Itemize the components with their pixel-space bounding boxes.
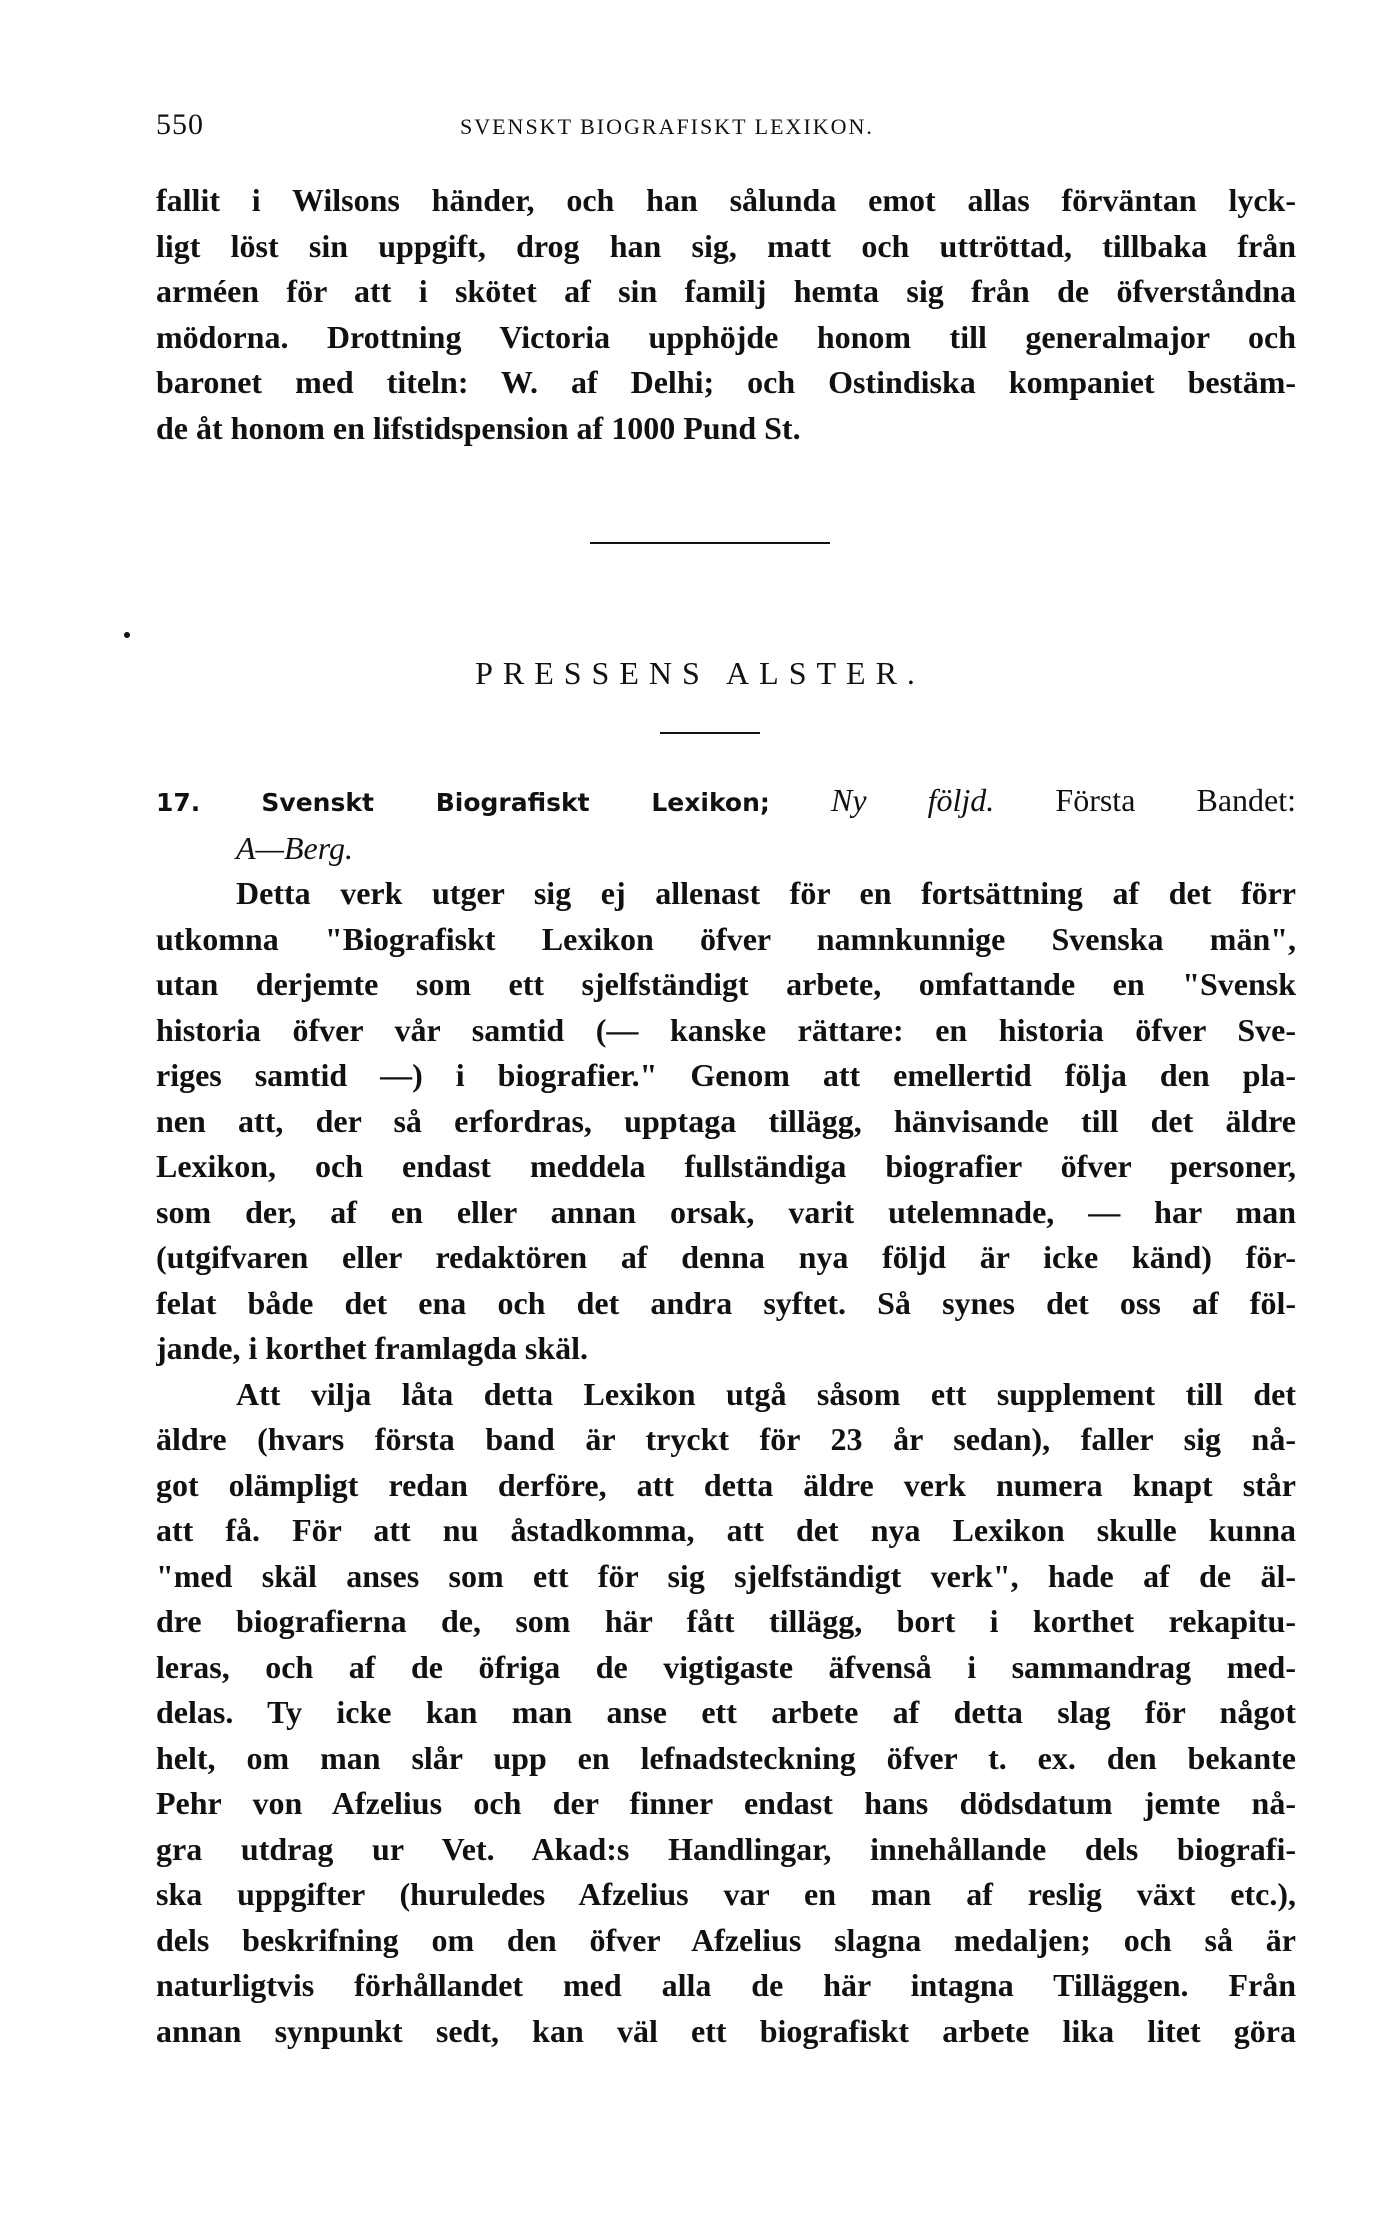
text-line: annan synpunkt sedt, kan väl ett biografiskt arbete lika litet göra (156, 2012, 1296, 2049)
text-line: riges samtid —) i biografier." Genom att emellertid följa den pla- (156, 1057, 1296, 1093)
entry-number: 17. (156, 788, 201, 817)
page-number: 550 (156, 108, 204, 141)
text-line: Detta verk utger sig ej allenast för en fortsättning af det förr (236, 875, 1296, 911)
page-header (156, 108, 1296, 148)
text-line: Lexikon, och endast meddela fullständiga biografier öfver personer, (156, 1148, 1296, 1184)
text-line: dre biografierna de, som här fått tillägg, bort i korthet rekapitu- (156, 1603, 1296, 1639)
text-line: nen att, der så erfordras, upptaga tillägg, hänvisande till det äldre (156, 1102, 1296, 1139)
text-line: arméen för att i skötet af sin familj hemta sig från de öfverståndna (156, 273, 1296, 309)
entry-title: Svenskt Biografiskt Lexikon; (261, 788, 770, 817)
text-line: som der, af en eller annan orsak, varit utelemnade, — har man (156, 1193, 1296, 1230)
text-line: baronet med titeln: W. af Delhi; och Ostindiska kompaniet bestäm- (156, 364, 1296, 400)
printer-mark (124, 632, 130, 638)
text-line: delas. Ty icke kan man anse ett arbete af detta slag för något (156, 1694, 1296, 1730)
entry-heading (156, 778, 1296, 826)
text-line: de åt honom en lifstidspension af 1000 Pund St. (156, 409, 801, 446)
text-line: utan derjemte som ett sjelfständigt arbete, omfattande en "Svensk (156, 966, 1296, 1002)
text-line: jande, i korthet framlagda skäl. (156, 1330, 588, 1366)
text-line: att få. För att nu åstadkomma, att det nya Lexikon skulle kunna (156, 1512, 1296, 1548)
entry-subtitle: Första Bandet: (1055, 782, 1296, 818)
text-line: Pehr von Afzelius och der finner endast hans dödsdatum jemte nå- (156, 1785, 1296, 1821)
text-line: mödorna. Drottning Victoria upphöjde honom till generalmajor och (156, 318, 1296, 355)
text-line: helt, om man slår upp en lefnadsteckning öfver t. ex. den bekante (156, 1739, 1296, 1776)
divider-rule (590, 542, 830, 544)
entry-range: A—Berg. (236, 829, 354, 866)
text-line: felat både det ena och det andra syftet. Så synes det oss af föl- (156, 1284, 1296, 1321)
entry-subtitle-italic: Ny följd. (830, 782, 995, 818)
text-line: naturligtvis förhållandet med alla de här intagna Tilläggen. Från (156, 1967, 1296, 2003)
text-line: äldre (hvars första band är tryckt för 23 år sedan), faller sig nå- (156, 1421, 1296, 1457)
text-line: (utgifvaren eller redaktören af denna nya följd är icke känd) för- (156, 1239, 1296, 1275)
text-line: "med skäl anses som ett för sig sjelfständigt verk", hade af de äl- (156, 1557, 1296, 1594)
text-line: fallit i Wilsons händer, och han sålunda emot allas förväntan lyck- (156, 182, 1296, 218)
text-line: got olämpligt redan derföre, att detta äldre verk numera knapt står (156, 1466, 1296, 1503)
text-line: ligt löst sin uppgift, drog han sig, matt och uttröttad, tillbaka från (156, 227, 1296, 264)
text-line: utkomna "Biografiskt Lexikon öfver namnkunnige Svenska män", (156, 920, 1296, 957)
review-entry (156, 778, 1296, 2054)
section-title: PRESSENS ALSTER. (475, 655, 925, 691)
divider-rule (660, 732, 760, 734)
text-line: dels beskrifning om den öfver Afzelius slagna medaljen; och så är (156, 1921, 1296, 1958)
text-line: leras, och af de öfriga de vigtigaste äfvenså i sammandrag med- (156, 1648, 1296, 1685)
text-line: historia öfver vår samtid (— kanske rättare: en historia öfver Sve- (156, 1011, 1296, 1048)
intro-paragraph (156, 178, 1296, 451)
text-line: ska uppgifter (huruledes Afzelius var en man af reslig växt etc.), (156, 1876, 1296, 1912)
text-line: gra utdrag ur Vet. Akad:s Handlingar, innehållande dels biografi- (156, 1830, 1296, 1867)
running-head: SVENSKT BIOGRAFISKT LEXIKON. (460, 114, 874, 139)
text-line: Att vilja låta detta Lexikon utgå såsom ett supplement till det (236, 1375, 1296, 1412)
